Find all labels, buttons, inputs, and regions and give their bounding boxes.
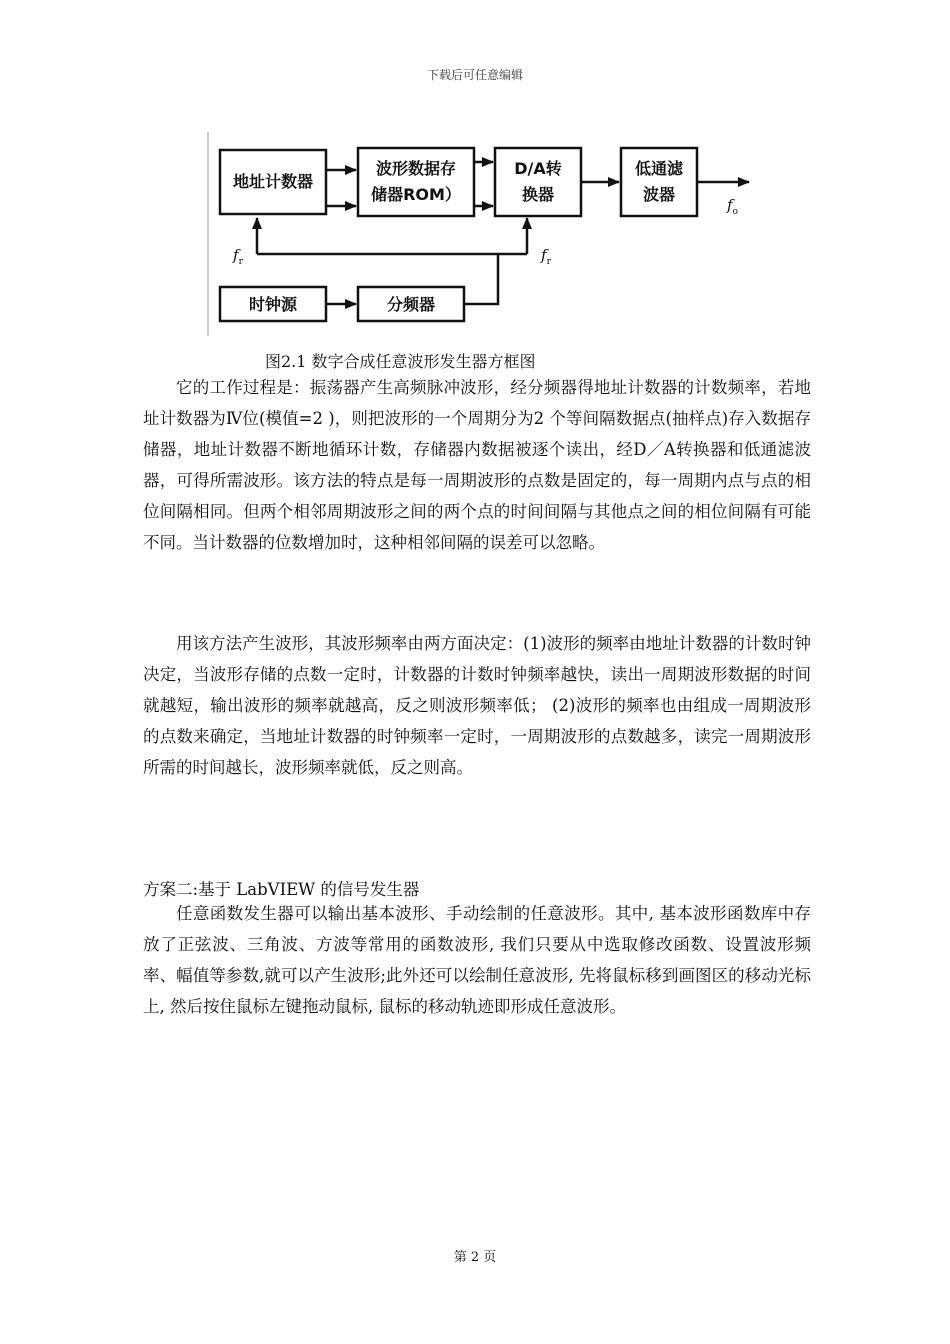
address-counter-label: 地址计数器	[232, 172, 314, 191]
section-heading: 方案二:基于 LabVIEW 的信号发生器	[143, 880, 420, 899]
low-pass-filter-label-line1: 低通滤	[634, 159, 684, 178]
divider-label: 分频器	[386, 295, 436, 314]
page-header: 下载后可任意编辑	[426, 68, 523, 82]
paragraph-frequency: 用该方法产生波形，其波形频率由两方面决定：(1)波形的频率由地址计数器的计数时钟决定，当波形存储的点数一定时，计数器的计数时钟频率越快，读出一周期波形数据的时间就越短，输出波形的频率就越高，反之则波形频率低； (2)波形的频率也由组成一周期波形的点数来确定，当地址计数器的时钟频率一定时，一周期波形的点数越多，读完一周期波形所需的时间越长，波形频率就低，反之则高。	[143, 634, 811, 777]
dac-label-line1: D/A转	[514, 159, 562, 178]
clock-source-label: 时钟源	[248, 295, 298, 314]
figure-caption: 图2.1 数字合成任意波形发生器方框图	[265, 352, 536, 371]
divider-output-line	[464, 254, 498, 304]
fr-right-symbol: $f_r$	[541, 246, 551, 267]
low-pass-filter-label-line2: 波器	[642, 185, 676, 204]
block-diagram	[205, 128, 765, 340]
waveform-rom-label-line2: 储器ROM）	[371, 185, 461, 204]
fr-left-symbol: $f_r$	[233, 246, 243, 267]
page-number: 第 2 页	[453, 1250, 497, 1265]
dac-label-line2: 换器	[521, 185, 555, 204]
paragraph-labview: 任意函数发生器可以输出基本波形、手动绘制的任意波形。其中, 基本波形函数库中存放了正弦波、三角波、方波等常用的函数波形, 我们只要从中选取修改函数、设置波形频率、幅值等参数,就可以产生波形;此外还可以绘制任意波形, 先将鼠标移到画图区的移动光标上, 然后按住鼠标左键拖动鼠标, 鼠标的移动轨迹即形成任意波形。	[143, 904, 811, 1016]
paragraph-working-process: 它的工作过程是：振荡器产生高频脉冲波形，经分频器得地址计数器的计数频率，若地址计数器为Ⅳ位(模值=2 )，则把波形的一个周期分为2 个等间隔数据点(抽样点)存入数据存储器，地址计数器不断地循环计数，存储器内数据被逐个读出，经D／A转换器和低通滤波器，可得所需波形。该方法的特点是每一周期波形的点数是固定的，每一周期内点与点的相位间隔相同。但两个相邻周期波形之间的两个点的时间间隔与其他点之间的相位间隔有可能不同。当计数器的位数增加时，这种相邻间隔的误差可以忽略。	[143, 378, 811, 552]
fo-symbol: $f_o$	[727, 196, 738, 217]
block-diagram-figure	[205, 128, 765, 340]
waveform-rom-label-line1: 波形数据存	[375, 159, 457, 178]
